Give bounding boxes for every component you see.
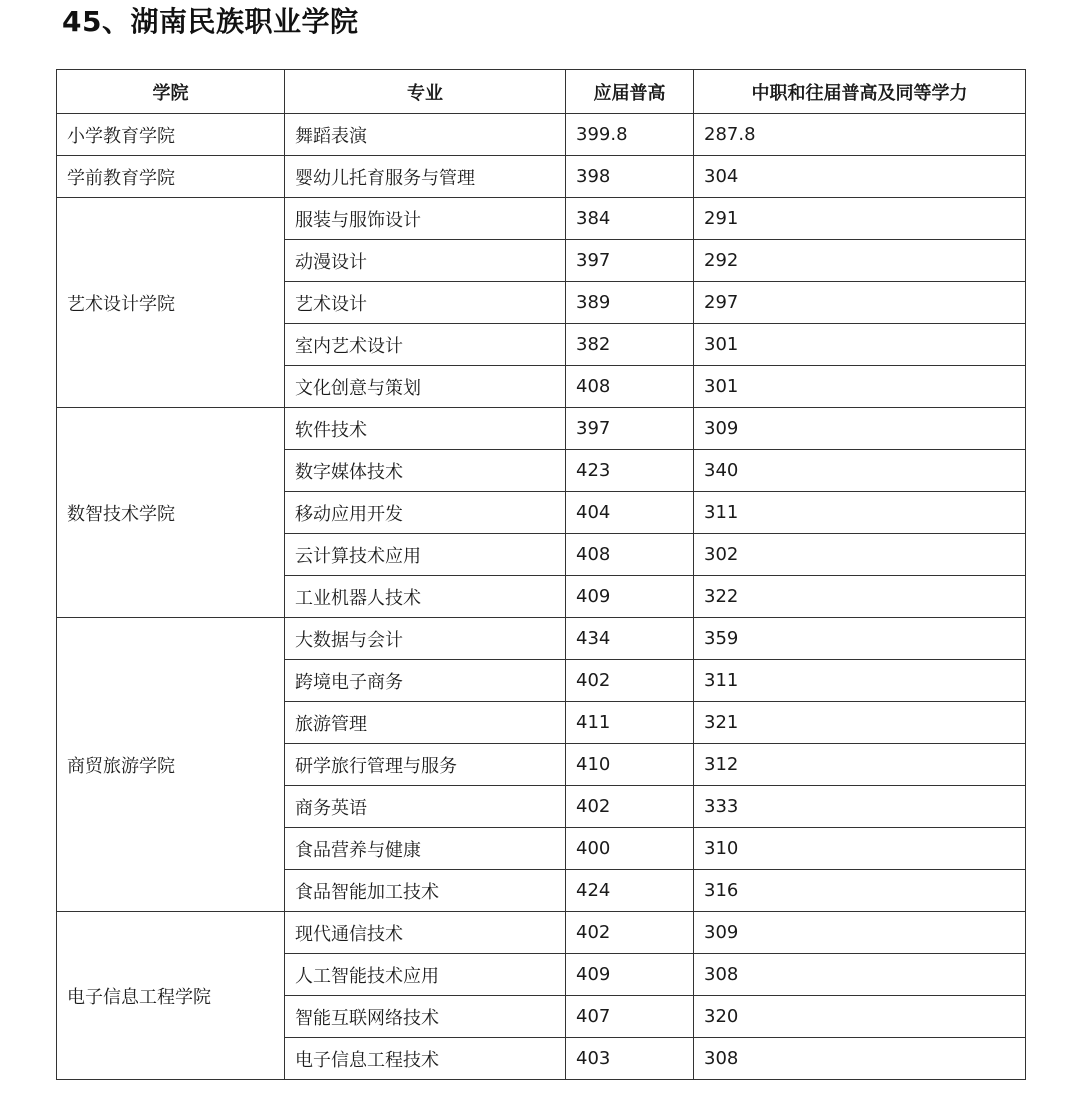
header-vocational-and-equivalent: 中职和往届普高及同等学力 bbox=[694, 70, 1026, 114]
current-graduates-score-cell: 424 bbox=[566, 870, 694, 912]
vocational-score-cell: 340 bbox=[694, 450, 1026, 492]
major-cell: 室内艺术设计 bbox=[285, 324, 566, 366]
current-graduates-score-cell: 407 bbox=[566, 996, 694, 1038]
vocational-score-cell: 322 bbox=[694, 576, 1026, 618]
major-cell: 文化创意与策划 bbox=[285, 366, 566, 408]
major-cell: 食品智能加工技术 bbox=[285, 870, 566, 912]
current-graduates-score-cell: 382 bbox=[566, 324, 694, 366]
major-cell: 食品营养与健康 bbox=[285, 828, 566, 870]
current-graduates-score-cell: 408 bbox=[566, 366, 694, 408]
major-cell: 移动应用开发 bbox=[285, 492, 566, 534]
vocational-score-cell: 311 bbox=[694, 492, 1026, 534]
vocational-score-cell: 301 bbox=[694, 366, 1026, 408]
current-graduates-score-cell: 402 bbox=[566, 912, 694, 954]
major-cell: 电子信息工程技术 bbox=[285, 1038, 566, 1080]
major-cell: 软件技术 bbox=[285, 408, 566, 450]
major-cell: 艺术设计 bbox=[285, 282, 566, 324]
vocational-score-cell: 320 bbox=[694, 996, 1026, 1038]
current-graduates-score-cell: 408 bbox=[566, 534, 694, 576]
table-row bbox=[57, 198, 1026, 240]
vocational-score-cell: 301 bbox=[694, 324, 1026, 366]
table-row bbox=[57, 114, 1026, 156]
major-cell: 旅游管理 bbox=[285, 702, 566, 744]
major-cell: 现代通信技术 bbox=[285, 912, 566, 954]
vocational-score-cell: 308 bbox=[694, 1038, 1026, 1080]
header-college: 学院 bbox=[57, 70, 285, 114]
college-cell: 数智技术学院 bbox=[57, 408, 285, 618]
current-graduates-score-cell: 411 bbox=[566, 702, 694, 744]
major-cell: 智能互联网络技术 bbox=[285, 996, 566, 1038]
current-graduates-score-cell: 402 bbox=[566, 786, 694, 828]
vocational-score-cell: 287.8 bbox=[694, 114, 1026, 156]
current-graduates-score-cell: 403 bbox=[566, 1038, 694, 1080]
current-graduates-score-cell: 399.8 bbox=[566, 114, 694, 156]
table-row bbox=[57, 156, 1026, 198]
current-graduates-score-cell: 423 bbox=[566, 450, 694, 492]
college-cell: 电子信息工程学院 bbox=[57, 912, 285, 1080]
major-cell: 舞蹈表演 bbox=[285, 114, 566, 156]
vocational-score-cell: 316 bbox=[694, 870, 1026, 912]
major-cell: 大数据与会计 bbox=[285, 618, 566, 660]
vocational-score-cell: 312 bbox=[694, 744, 1026, 786]
table-row bbox=[57, 912, 1026, 954]
current-graduates-score-cell: 384 bbox=[566, 198, 694, 240]
current-graduates-score-cell: 400 bbox=[566, 828, 694, 870]
major-cell: 动漫设计 bbox=[285, 240, 566, 282]
table-row bbox=[57, 408, 1026, 450]
admission-score-table bbox=[56, 69, 1026, 1080]
vocational-score-cell: 309 bbox=[694, 912, 1026, 954]
major-cell: 研学旅行管理与服务 bbox=[285, 744, 566, 786]
major-cell: 云计算技术应用 bbox=[285, 534, 566, 576]
current-graduates-score-cell: 398 bbox=[566, 156, 694, 198]
vocational-score-cell: 291 bbox=[694, 198, 1026, 240]
vocational-score-cell: 292 bbox=[694, 240, 1026, 282]
major-cell: 服装与服饰设计 bbox=[285, 198, 566, 240]
current-graduates-score-cell: 397 bbox=[566, 240, 694, 282]
vocational-score-cell: 309 bbox=[694, 408, 1026, 450]
vocational-score-cell: 304 bbox=[694, 156, 1026, 198]
vocational-score-cell: 321 bbox=[694, 702, 1026, 744]
major-cell: 人工智能技术应用 bbox=[285, 954, 566, 996]
college-cell: 艺术设计学院 bbox=[57, 198, 285, 408]
table-row bbox=[57, 618, 1026, 660]
major-cell: 商务英语 bbox=[285, 786, 566, 828]
college-cell: 学前教育学院 bbox=[57, 156, 285, 198]
vocational-score-cell: 311 bbox=[694, 660, 1026, 702]
vocational-score-cell: 359 bbox=[694, 618, 1026, 660]
vocational-score-cell: 302 bbox=[694, 534, 1026, 576]
header-major: 专业 bbox=[285, 70, 566, 114]
major-cell: 跨境电子商务 bbox=[285, 660, 566, 702]
vocational-score-cell: 297 bbox=[694, 282, 1026, 324]
vocational-score-cell: 310 bbox=[694, 828, 1026, 870]
current-graduates-score-cell: 409 bbox=[566, 954, 694, 996]
current-graduates-score-cell: 410 bbox=[566, 744, 694, 786]
current-graduates-score-cell: 389 bbox=[566, 282, 694, 324]
table-header-row bbox=[57, 70, 1026, 114]
page-title: 45、湖南民族职业学院 bbox=[62, 5, 359, 38]
current-graduates-score-cell: 409 bbox=[566, 576, 694, 618]
college-cell: 小学教育学院 bbox=[57, 114, 285, 156]
college-cell: 商贸旅游学院 bbox=[57, 618, 285, 912]
current-graduates-score-cell: 434 bbox=[566, 618, 694, 660]
table-body bbox=[57, 114, 1026, 1080]
current-graduates-score-cell: 402 bbox=[566, 660, 694, 702]
current-graduates-score-cell: 397 bbox=[566, 408, 694, 450]
vocational-score-cell: 333 bbox=[694, 786, 1026, 828]
major-cell: 婴幼儿托育服务与管理 bbox=[285, 156, 566, 198]
current-graduates-score-cell: 404 bbox=[566, 492, 694, 534]
vocational-score-cell: 308 bbox=[694, 954, 1026, 996]
header-current-graduates: 应届普高 bbox=[566, 70, 694, 114]
major-cell: 数字媒体技术 bbox=[285, 450, 566, 492]
major-cell: 工业机器人技术 bbox=[285, 576, 566, 618]
